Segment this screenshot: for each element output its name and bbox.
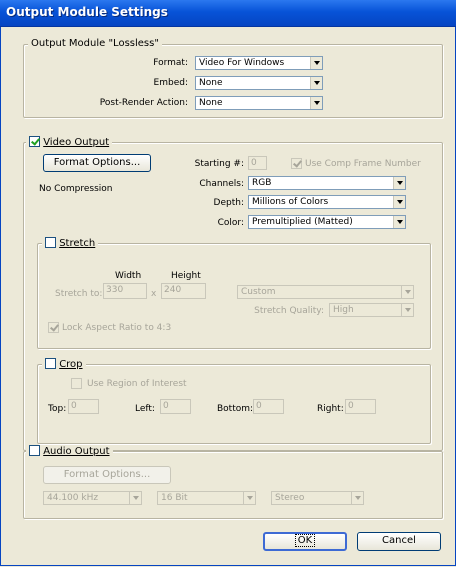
chevron-down-icon[interactable] <box>310 77 322 89</box>
crop-right-input[interactable]: 0 <box>345 399 376 414</box>
audio-output-checkbox[interactable] <box>29 445 40 456</box>
crop-right-label: Right: <box>317 404 344 414</box>
chevron-down-icon[interactable] <box>393 177 405 189</box>
embed-label: Embed: <box>153 78 188 88</box>
chevron-down-icon[interactable] <box>351 492 363 504</box>
depth-select[interactable] <box>248 195 406 209</box>
depth-label: Depth: <box>213 198 244 208</box>
use-comp-frame-label[interactable]: Use Comp Frame Number <box>305 159 421 169</box>
stretch-label[interactable]: Stretch <box>59 238 96 249</box>
lock-aspect-label[interactable]: Lock Aspect Ratio to 4:3 <box>62 323 172 333</box>
crop-bottom-label: Bottom: <box>217 404 254 414</box>
post-render-label: Post-Render Action: <box>99 98 188 108</box>
chevron-down-icon[interactable] <box>129 492 141 504</box>
chevron-down-icon[interactable] <box>401 304 413 316</box>
chevron-down-icon[interactable] <box>393 216 405 228</box>
audio-output-label[interactable]: Audio Output <box>43 446 110 457</box>
video-output-legend <box>26 136 112 148</box>
times-symbol: x <box>151 289 157 299</box>
audio-channels-select[interactable] <box>271 491 364 505</box>
audio-channels-value: Stereo <box>275 493 305 503</box>
color-label: Color: <box>217 218 244 228</box>
chevron-down-icon[interactable] <box>393 196 405 208</box>
height-header: Height <box>171 271 201 281</box>
starting-label: Starting #: <box>194 159 244 169</box>
chevron-down-icon[interactable] <box>310 57 322 69</box>
compression-text: No Compression <box>39 184 113 194</box>
color-value: Premultiplied (Matted) <box>252 217 353 227</box>
audio-bits-value: 16 Bit <box>161 493 188 503</box>
crop-checkbox[interactable] <box>45 358 56 369</box>
crop-top-input[interactable]: 0 <box>68 399 99 414</box>
lock-aspect-checkbox[interactable] <box>48 322 59 333</box>
channels-select[interactable] <box>248 176 406 190</box>
stretch-width-input[interactable]: 330 <box>103 283 147 299</box>
ok-button[interactable] <box>263 532 347 551</box>
audio-rate-value: 44.100 kHz <box>47 493 99 503</box>
chevron-down-icon[interactable] <box>310 97 322 109</box>
stretch-quality-select[interactable] <box>329 303 414 317</box>
format-label: Format: <box>153 58 188 68</box>
video-output-checkbox[interactable] <box>29 136 40 147</box>
audio-output-group <box>23 451 443 519</box>
stretch-height-input[interactable]: 240 <box>161 283 206 299</box>
audio-bits-select[interactable] <box>157 491 256 505</box>
stretch-quality-label: Stretch Quality: <box>254 306 324 316</box>
stretch-legend <box>42 237 98 249</box>
crop-legend <box>42 358 86 370</box>
chevron-down-icon[interactable] <box>401 286 413 298</box>
title-bar[interactable] <box>0 0 456 27</box>
color-select[interactable] <box>248 215 406 229</box>
stretch-quality-value: High <box>333 305 354 315</box>
use-roi-checkbox[interactable] <box>71 378 82 389</box>
channels-value: RGB <box>252 178 272 188</box>
depth-value: Millions of Colors <box>252 197 329 207</box>
crop-left-label: Left: <box>135 404 155 414</box>
channels-label: Channels: <box>199 179 244 189</box>
format-select[interactable] <box>195 56 323 70</box>
width-header: Width <box>115 271 142 281</box>
stretch-to-label: Stretch to: <box>55 289 103 299</box>
window-title: Output Module Settings <box>6 5 168 19</box>
crop-bottom-input[interactable]: 0 <box>253 399 284 414</box>
crop-left-input[interactable]: 0 <box>160 399 191 414</box>
embed-select[interactable] <box>195 76 323 90</box>
cancel-button[interactable]: Cancel <box>357 532 441 551</box>
video-output-label[interactable]: Video Output <box>43 137 110 148</box>
crop-top-label: Top: <box>48 404 67 414</box>
post-render-value: None <box>199 98 223 108</box>
dialog-body <box>0 27 456 566</box>
audio-rate-select[interactable] <box>43 491 142 505</box>
audio-format-options-button[interactable]: Format Options... <box>43 466 171 484</box>
stretch-checkbox[interactable] <box>45 237 56 248</box>
chevron-down-icon[interactable] <box>243 492 255 504</box>
stretch-preset-select[interactable] <box>237 285 414 299</box>
use-roi-label[interactable]: Use Region of Interest <box>87 379 187 389</box>
output-module-legend: Output Module "Lossless" <box>28 38 162 49</box>
crop-label[interactable]: Crop <box>59 359 83 370</box>
use-comp-frame-checkbox[interactable] <box>291 158 302 169</box>
stretch-preset-value: Custom <box>241 287 276 297</box>
embed-value: None <box>199 78 223 88</box>
video-format-options-button[interactable]: Format Options... <box>43 154 151 172</box>
audio-output-legend <box>26 445 113 457</box>
post-render-select[interactable] <box>195 96 323 110</box>
format-value: Video For Windows <box>199 58 285 68</box>
ok-label: OK <box>297 535 313 546</box>
starting-input[interactable]: 0 <box>248 156 267 170</box>
